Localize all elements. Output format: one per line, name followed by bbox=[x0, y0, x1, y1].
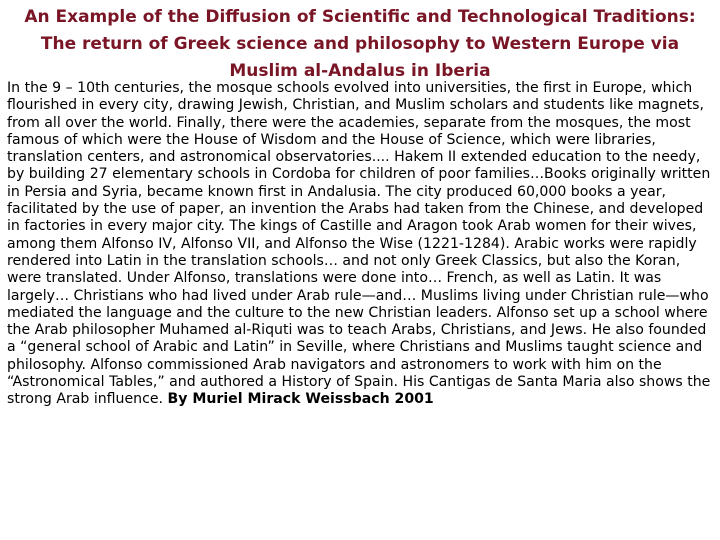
slide-title: An Example of the Diffusion of Scientific and Technological Traditions: The return of Greek science and philosophy to Western Europe via Muslim al-Andalus in Iberia bbox=[24, 7, 696, 81]
slide-body bbox=[7, 80, 715, 409]
author-credit: By Muriel Mirack Weissbach 2001 bbox=[167, 391, 434, 408]
body-text: In the 9 – 10th centuries, the mosque schools evolved into universities, the first in Europe, which flourished in every city, drawing Jewish, Christian, and Muslim scholars and students like magnets, from all over the world. Finally, there were the academies, separate from the mosques, the most famous of which were the House of Wisdom and the House of Science, which were libraries, translation centers, and astronomical observatories.... Hakem II extended education to the needy, by building 27 elementary schools in Cordoba for children of poor families…Books originally written in Persia and Syria, became known first in Andalusia. The city produced 60,000 books a year, facilitated by the use of paper, an invention the Arabs had taken from the Chinese, and developed in factories in every major city. The kings of Castille and Aragon took Arab women for their wives, among them Alfonso IV, Alfonso VII, and Alfonso the Wise (1221-1284). Arabic works were rapidly rendered into Latin in the translation schools… and not only Greek Classics, but also the Koran, were translated. Under Alfonso, translations were done into… French, as well as Latin. It was largely… Christians who had lived under Arab rule—and… Muslims living under Christian rule—who mediated the language and the culture to the new Christian leaders. Alfonso set up a school where the Arab philosopher Muhamed al-Riquti was to teach Arabs, Christians, and Jews. He also founded a “general school of Arabic and Latin” in Seville, where Christians and Muslims taught science and philosophy. Alfonso commissioned Arab navigators and astronomers to work with him on the “Astronomical Tables,” and authored a History of Spain. His Cantigas de Santa Maria also shows the strong Arab influence. bbox=[7, 80, 711, 408]
